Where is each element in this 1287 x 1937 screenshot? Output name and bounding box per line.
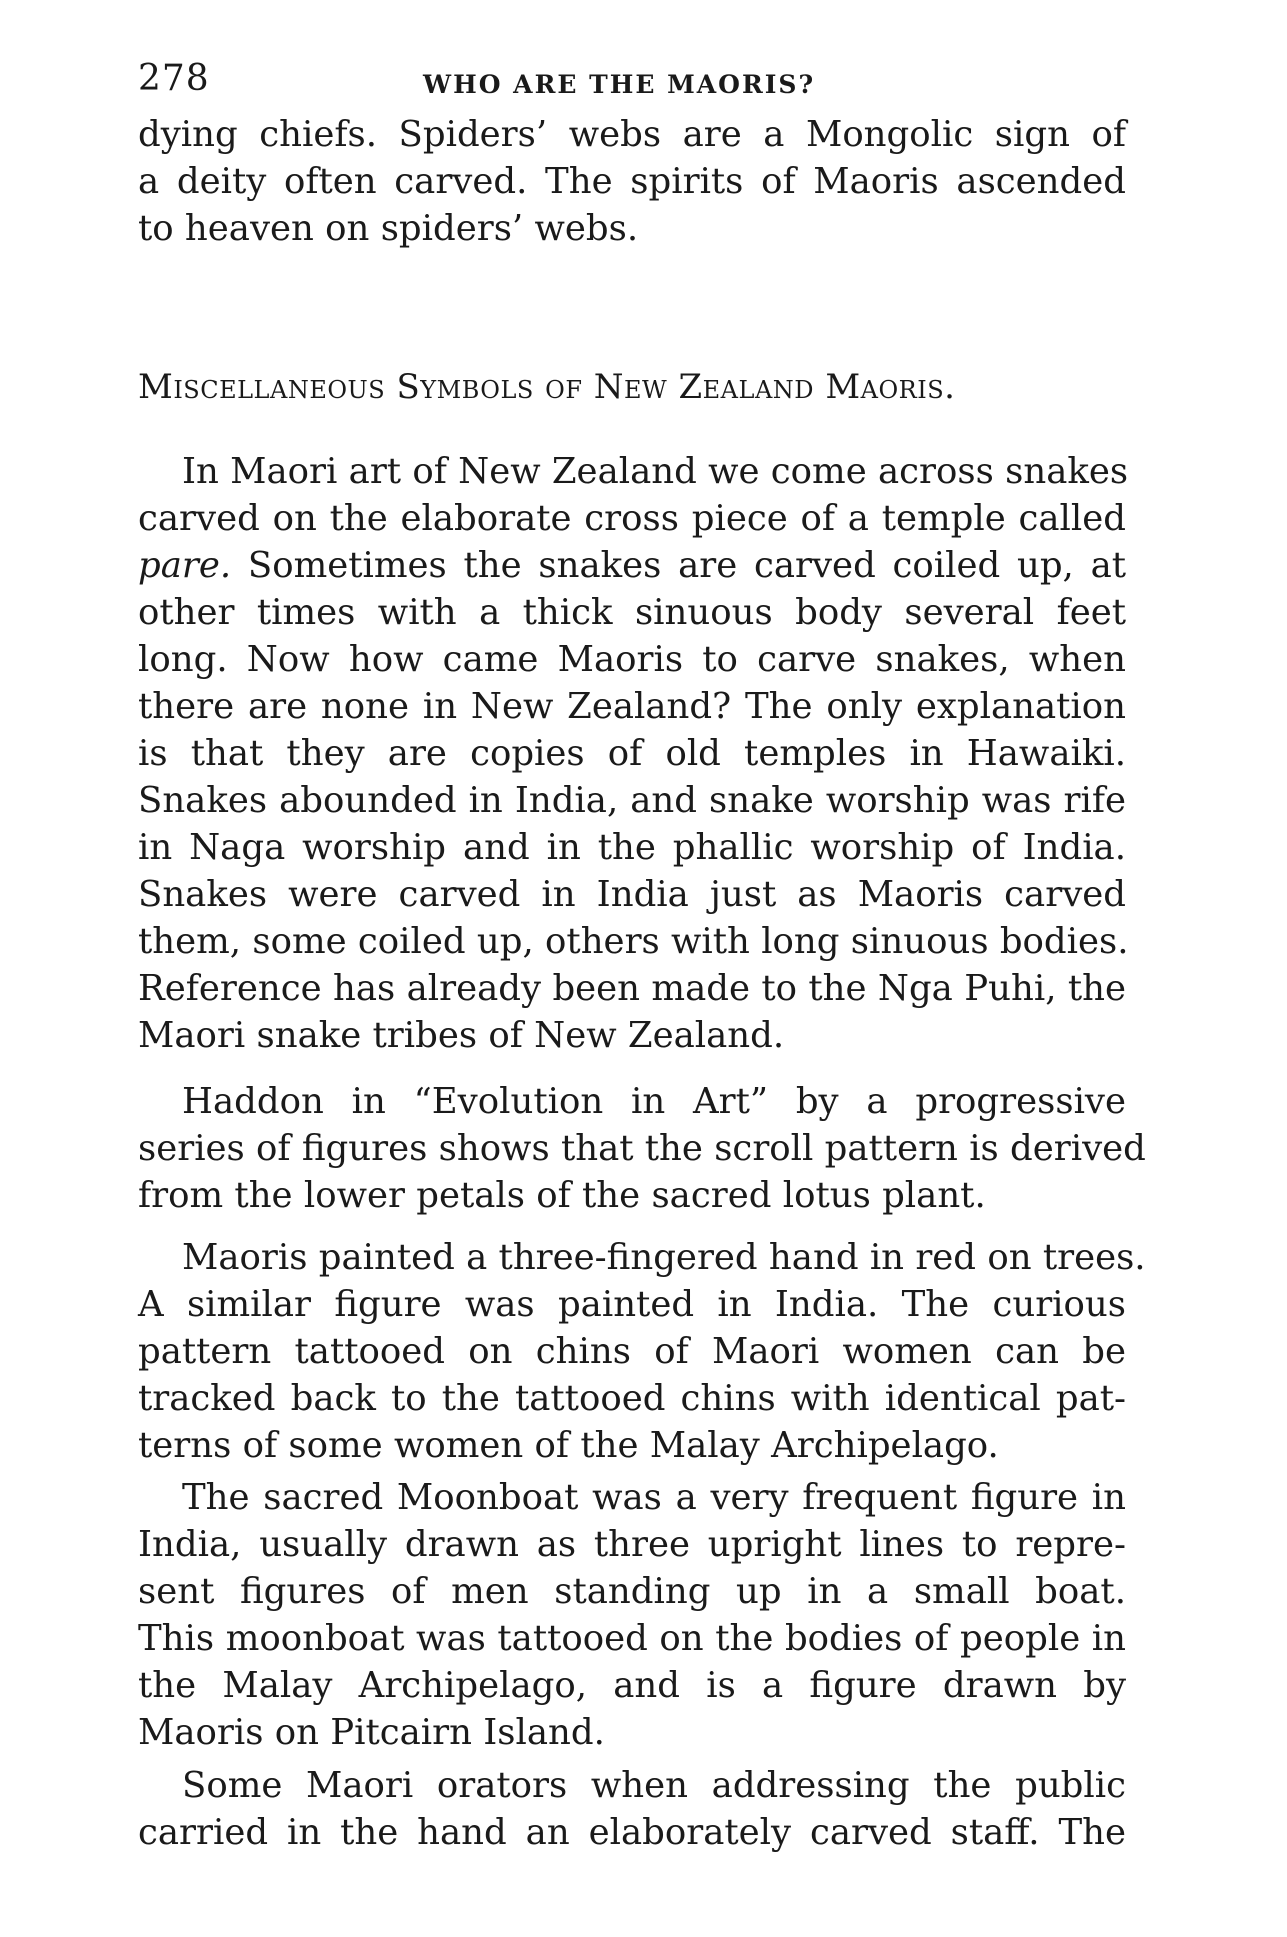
text-line: series of figures shows that the scroll pattern is derived bbox=[138, 1128, 1146, 1169]
text-line: is that they are copies of old temples in Hawaiki. bbox=[138, 733, 1126, 774]
text-line: The sacred Moonboat was a very frequent figure in bbox=[182, 1477, 1126, 1518]
section-heading: Miscellaneous Symbols of New Zealand Maoris. bbox=[138, 367, 956, 407]
text-line: Snakes abounded in India, and snake worship was rife bbox=[138, 780, 1126, 821]
paragraph-snakes bbox=[138, 448, 1129, 1059]
text-line: Snakes were carved in India just as Maoris carved bbox=[138, 874, 1126, 915]
paragraph-haddon bbox=[138, 1078, 1146, 1219]
text-line: a deity often carved. The spirits of Maoris ascended bbox=[138, 161, 1126, 202]
text-line: Maoris on Pitcairn Island. bbox=[138, 1712, 605, 1753]
text-line: carved on the elaborate cross piece of a temple called bbox=[138, 498, 1126, 539]
paragraph-orators bbox=[138, 1762, 1126, 1856]
text-line: This moonboat was tattooed on the bodies of people in bbox=[138, 1618, 1126, 1659]
text-line-rest: Sometimes the snakes are carved coiled up, at bbox=[247, 545, 1126, 586]
text-line: long. Now how came Maoris to carve snakes, when bbox=[138, 639, 1126, 680]
text-line: dying chiefs. Spiders’ webs are a Mongolic sign of bbox=[138, 114, 1126, 155]
text-line: Maoris painted a three-fingered hand in red on trees. bbox=[182, 1237, 1146, 1278]
running-head bbox=[138, 58, 1126, 108]
text-line: Some Maori orators when addressing the public bbox=[182, 1765, 1126, 1806]
text-line: A similar figure was painted in India. The curious bbox=[138, 1284, 1126, 1325]
text-line: sent figures of men standing up in a small boat. bbox=[138, 1571, 1126, 1612]
italic-term: pare. bbox=[138, 545, 232, 586]
text-line: In Maori art of New Zealand we come across snakes bbox=[182, 451, 1129, 492]
text-line: the Malay Archipelago, and is a figure drawn by bbox=[138, 1665, 1126, 1706]
text-line: Haddon in “Evolution in Art” by a progressive bbox=[182, 1081, 1126, 1122]
text-line: carried in the hand an elaborately carved staff. The bbox=[138, 1812, 1126, 1853]
text-line-italic-start bbox=[138, 542, 1126, 589]
book-page bbox=[138, 0, 1146, 1937]
text-line: pattern tattooed on chins of Maori women can be bbox=[138, 1331, 1126, 1372]
text-line: terns of some women of the Malay Archipelago. bbox=[138, 1425, 999, 1466]
paragraph-hand bbox=[138, 1234, 1146, 1469]
text-line: Maori snake tribes of New Zealand. bbox=[138, 1015, 785, 1056]
text-line: tracked back to the tattooed chins with identical pat- bbox=[138, 1378, 1126, 1419]
text-line: other times with a thick sinuous body several feet bbox=[138, 592, 1126, 633]
text-line: from the lower petals of the sacred lotus plant. bbox=[138, 1175, 986, 1216]
text-line: India, usually drawn as three upright lines to repre- bbox=[138, 1524, 1126, 1565]
paragraph-moonboat bbox=[138, 1474, 1126, 1756]
text-line: them, some coiled up, others with long sinuous bodies. bbox=[138, 921, 1129, 962]
running-title: WHO ARE THE MAORIS? bbox=[423, 70, 816, 99]
opening-paragraph bbox=[138, 111, 1126, 252]
text-line: Reference has already been made to the Nga Puhi, the bbox=[138, 968, 1126, 1009]
text-line: there are none in New Zealand? The only explanation bbox=[138, 686, 1126, 727]
text-line: in Naga worship and in the phallic worship of India. bbox=[138, 827, 1126, 868]
text-line: to heaven on spiders’ webs. bbox=[138, 208, 639, 249]
page-number: 278 bbox=[138, 58, 210, 99]
